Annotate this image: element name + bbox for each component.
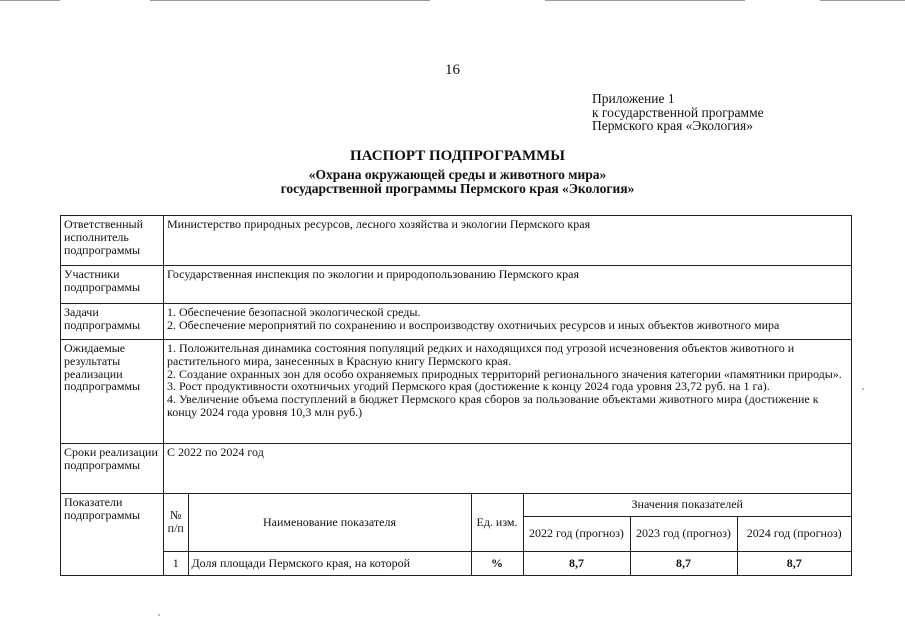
table-row xyxy=(164,551,851,575)
row-content xyxy=(164,216,852,266)
indicator-number: 1 xyxy=(164,551,188,575)
year-header: 2023 год (прогноз) xyxy=(630,516,737,551)
row-label: Ожидаемые результаты реализации подпрограммы xyxy=(61,340,164,444)
row-label: Участники подпрограммы xyxy=(61,266,164,304)
indicator-unit: % xyxy=(471,551,523,575)
table-row xyxy=(61,340,852,444)
col-values-header: Значения показателей xyxy=(523,494,851,516)
row-content xyxy=(164,266,852,304)
scan-speck xyxy=(862,388,864,390)
scan-edge-line xyxy=(545,0,745,1)
indicator-name: Доля площади Пермского края, на которой xyxy=(188,551,471,575)
content-line: 2. Создание охранных зон для особо охраняемых природных территорий регионального значения категории «памятники природы». xyxy=(167,366,842,381)
year-header: 2022 год (прогноз) xyxy=(523,516,630,551)
subtitle-line-1: «Охрана окружающей среды и животного мира» xyxy=(308,167,607,182)
row-label: Ответственный исполнитель подпрограммы xyxy=(61,216,164,266)
indicator-value-2023: 8,7 xyxy=(630,551,737,575)
table-row xyxy=(61,266,852,304)
indicators-header-row xyxy=(164,494,851,516)
document-subtitle xyxy=(0,168,905,196)
appendix-note xyxy=(592,92,764,133)
row-content xyxy=(164,444,852,494)
passport-table xyxy=(60,215,852,576)
page-number: 16 xyxy=(445,62,460,78)
content-line: 1. Обеспечение безопасной экологической среды. xyxy=(167,305,421,319)
scan-edge-line xyxy=(150,0,430,1)
scan-edge-line xyxy=(0,0,60,1)
content-line: Государственная инспекция по экологии и природопользованию Пермского края xyxy=(167,267,580,281)
table-row xyxy=(61,304,852,340)
table-row xyxy=(61,444,852,494)
content-line: 1. Положительная динамика состояния популяций редких и находящихся под угрозой исчезновения объектов животного и растительного мира, занесенных в Красную книгу Пермского края. xyxy=(167,341,795,368)
indicators-table xyxy=(164,494,851,575)
table-row xyxy=(61,494,852,576)
table-row xyxy=(61,216,852,266)
row-label: Показатели подпрограммы xyxy=(61,494,164,576)
content-line: 4. Увеличение объема поступлений в бюджет Пермского края сборов за пользование объектами животного мира (достижение к концу 2024 года уровня 10,3 млн руб.) xyxy=(167,392,819,419)
col-name-header: Наименование показателя xyxy=(188,494,471,551)
scan-edge-line xyxy=(820,0,905,1)
appendix-line-1: Приложение 1 xyxy=(592,91,675,106)
scan-speck xyxy=(158,614,160,616)
content-line: Министерство природных ресурсов, лесного хозяйства и экологии Пермского края xyxy=(167,217,591,231)
content-line: 2. Обеспечение мероприятий по сохранению и воспроизводству охотничьих ресурсов и иных объектов животного мира xyxy=(167,317,780,332)
content-line: 3. Рост продуктивности охотничьих угодий Пермского края (достижение к концу 2024 года уровня 23,72 руб. на 1 га). xyxy=(167,379,770,394)
content-line: С 2022 по 2024 год xyxy=(167,445,264,459)
indicator-value-2024: 8,7 xyxy=(737,551,851,575)
col-unit-header: Ед. изм. xyxy=(471,494,523,551)
appendix-line-2: к государственной программе xyxy=(592,104,764,120)
document-title: ПАСПОРТ ПОДПРОГРАММЫ xyxy=(349,148,565,164)
col-number-header: № п/п xyxy=(164,494,188,551)
indicator-value-2022: 8,7 xyxy=(523,551,630,575)
indicators-cell xyxy=(164,494,852,576)
row-label: Задачи подпрограммы xyxy=(61,304,164,340)
appendix-line-3: Пермского края «Экология» xyxy=(592,118,753,133)
year-header: 2024 год (прогноз) xyxy=(737,516,851,551)
row-label: Сроки реализации подпрограммы xyxy=(61,444,164,494)
row-content xyxy=(164,304,852,340)
row-content xyxy=(164,340,852,444)
subtitle-line-2: государственной программы Пермского края «Экология» xyxy=(280,181,635,196)
